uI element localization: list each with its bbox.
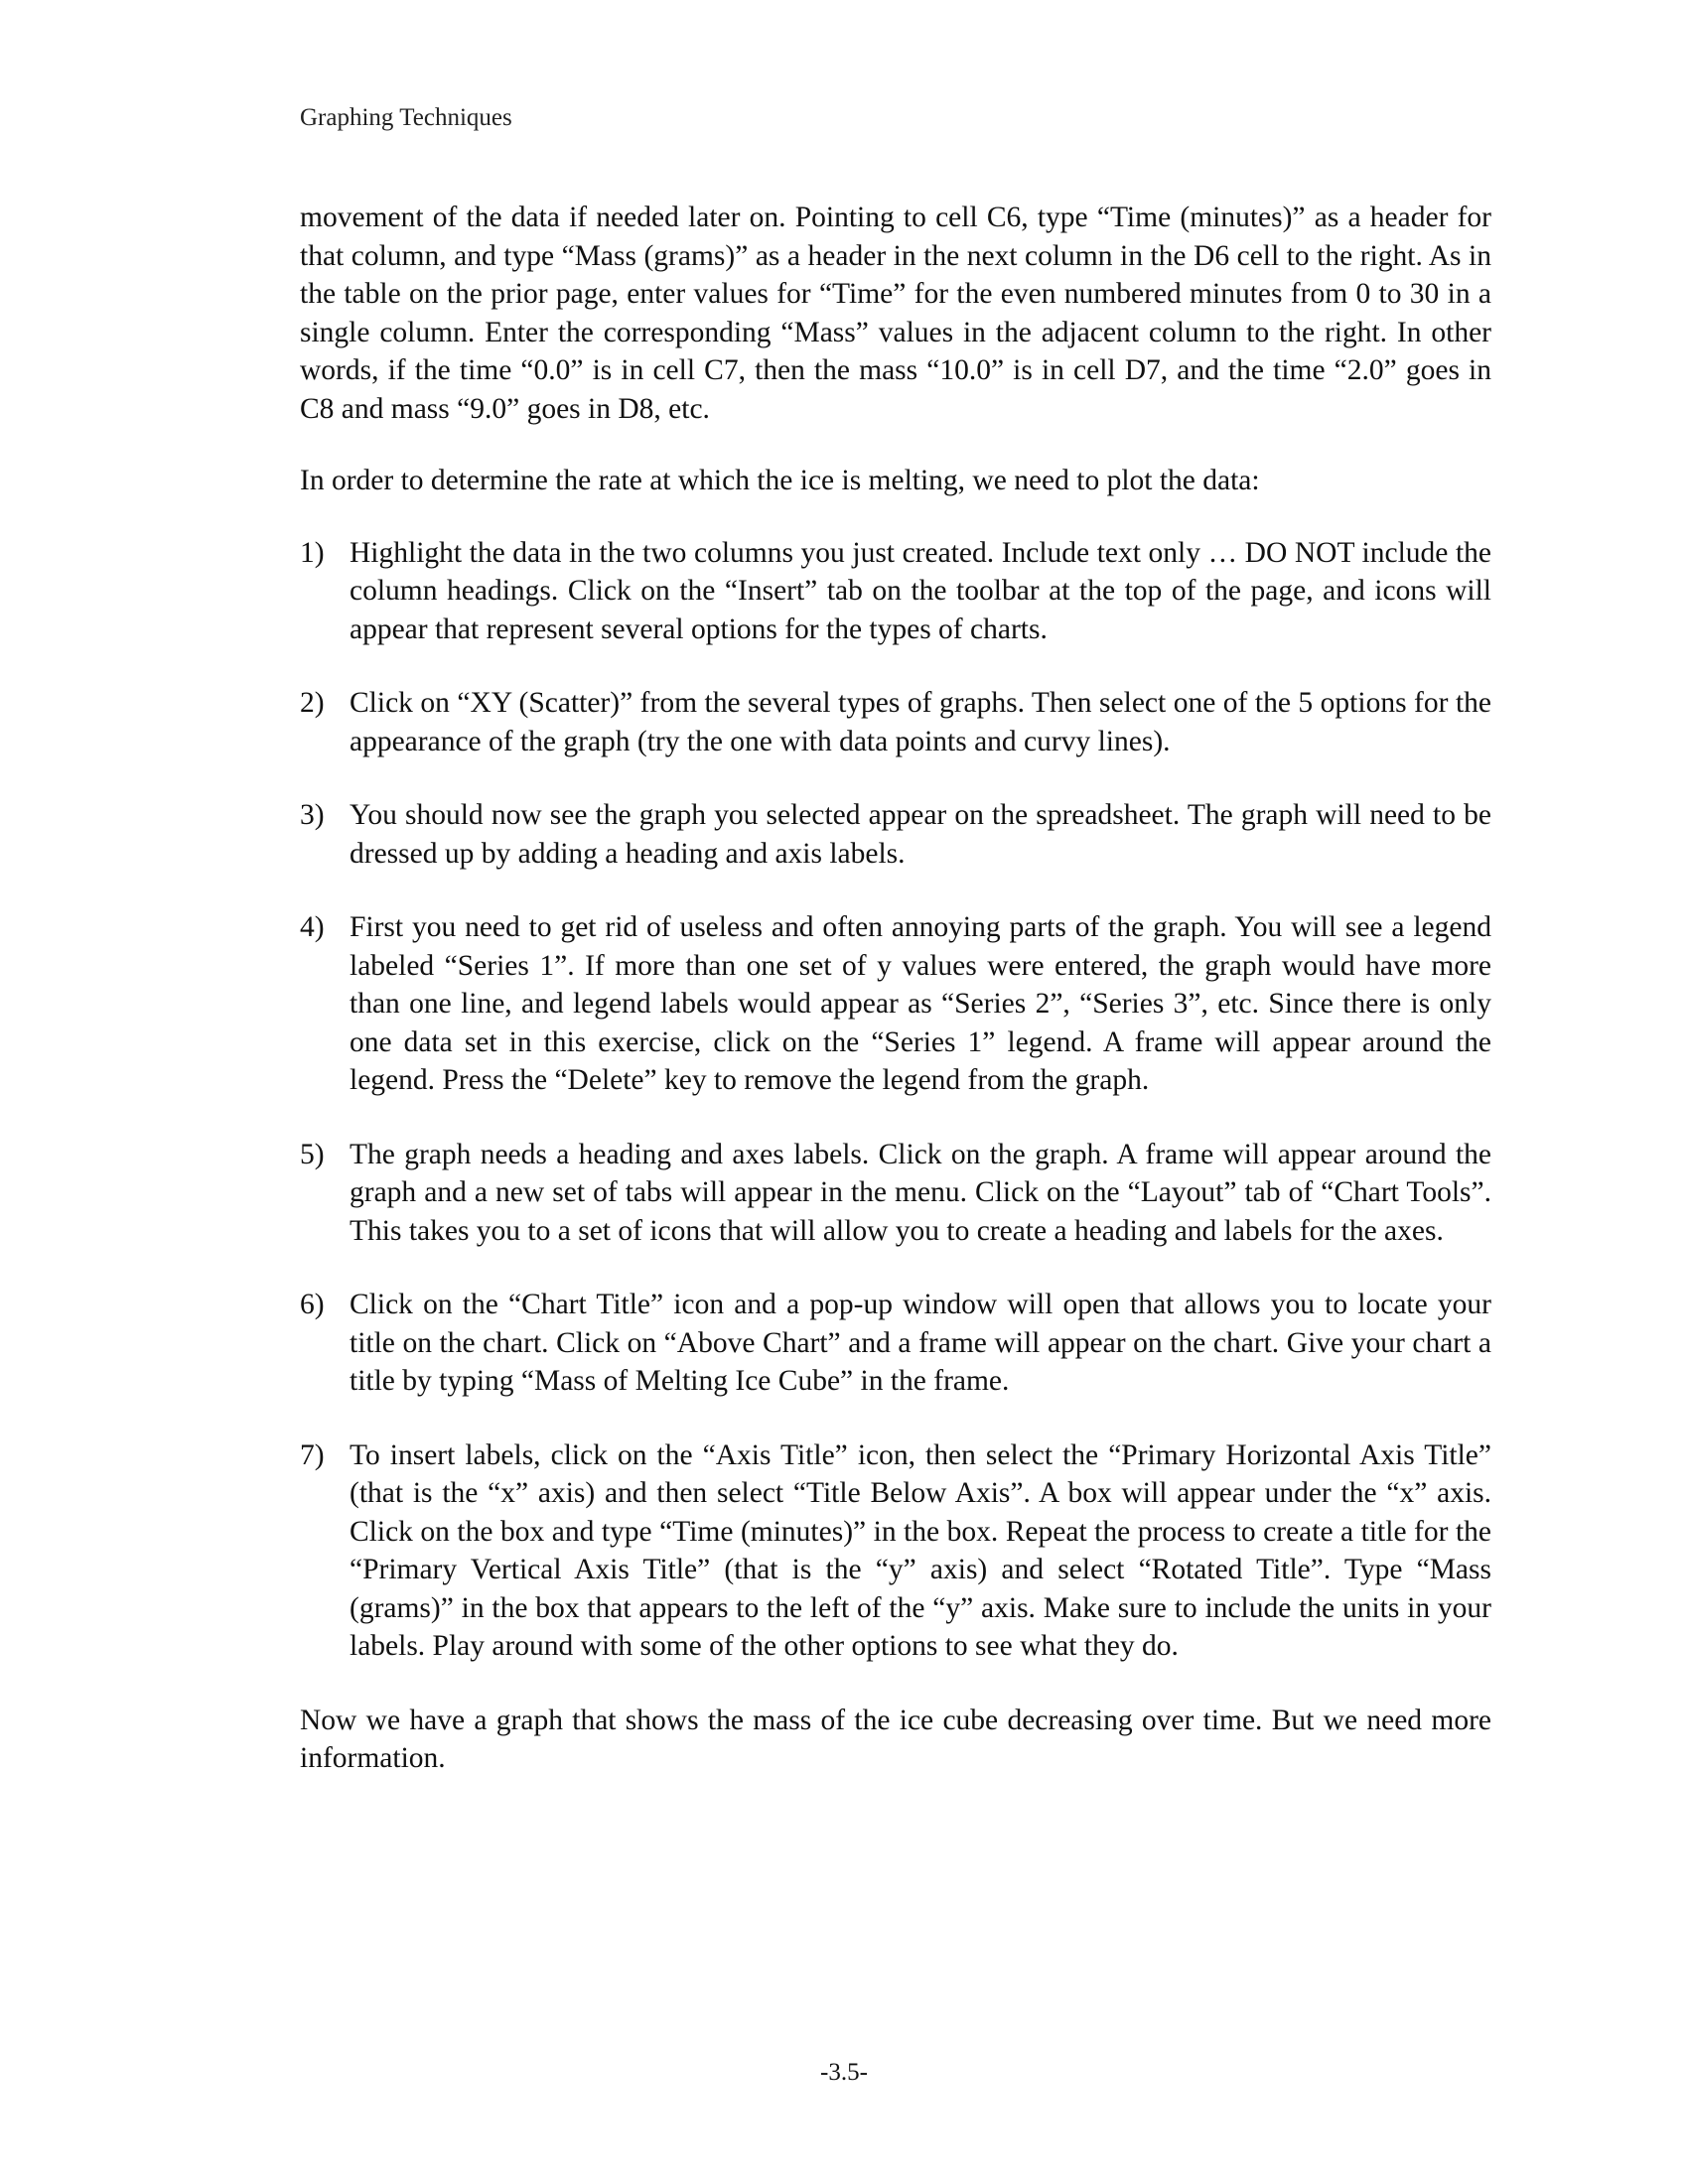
step-text: First you need to get rid of useless and often annoying parts of the graph. You will see a legend labeled “Series 1”. If more than one set of y values were entered, the graph would have more than one line, and legend labels would appear as “Series 2”, “Series 3”, etc. Since there is only one data set in this exercise, click on the “Series 1” legend. A frame will appear around the legend. Press the “Delete” key to remove the legend from the graph.: [350, 911, 1491, 1096]
step-text: You should now see the graph you selected appear on the spreadsheet. The graph will need to be dressed up by adding a heading and axis labels.: [350, 799, 1491, 870]
lead-in-paragraph: In order to determine the rate at which the ice is melting, we need to plot the data:: [300, 465, 1260, 496]
list-item: [300, 908, 1491, 1100]
intro-paragraph: movement of the data if needed later on. Pointing to cell C6, type “Time (minutes)” as a header for that column, and type “Mass (grams)” as a header in the next column in the D6 cell to the right. As in the table on the prior page, enter values for “Time” for the even numbered minutes from 0 to 30 in a single column. Enter the corresponding “Mass” values in the adjacent column to the right. In other words, if the time “0.0” is in cell C7, then the mass “10.0” is in cell D7, and the time “2.0” goes in C8 and mass “9.0” goes in D8, etc.: [300, 202, 1491, 425]
list-item: [300, 796, 1491, 873]
step-number: 5): [300, 1138, 325, 1170]
list-item: [300, 1136, 1491, 1251]
list-item: [300, 1436, 1491, 1666]
instruction-list: [300, 534, 1491, 1666]
step-number: 3): [300, 799, 325, 831]
step-text: Click on “XY (Scatter)” from the several types of graphs. Then select one of the 5 options for the appearance of the graph (try the one with data points and curvy lines).: [350, 687, 1491, 757]
step-number: 1): [300, 536, 325, 569]
step-text: Click on the “Chart Title” icon and a pop-up window will open that allows you to locate your title on the chart. Click on “Above Chart” and a frame will appear on the chart. Give your chart a title by typing “Mass of Melting Ice Cube” in the frame.: [350, 1289, 1491, 1397]
running-header: Graphing Techniques: [300, 104, 512, 131]
step-text: To insert labels, click on the “Axis Title” icon, then select the “Primary Horizontal Axis Title” (that is the “x” axis) and then select “Title Below Axis”. A box will appear under the “x” axis. Click on the box and type “Time (minutes)” in the box. Repeat the process to create a title for the “Primary Vertical Axis Title” (that is the “y” axis) and select “Rotated Title”. Type “Mass (grams)” in the box that appears to the left of the “y” axis. Make sure to include the units in your labels. Play around with some of the other options to see what they do.: [350, 1438, 1491, 1662]
step-number: 4): [300, 911, 325, 943]
step-number: 6): [300, 1289, 325, 1320]
list-item: [300, 534, 1491, 649]
closing-paragraph: Now we have a graph that shows the mass of the ice cube decreasing over time. But we need more information.: [300, 1704, 1491, 1774]
page-number: -3.5-: [820, 2059, 868, 2086]
list-item: [300, 684, 1491, 760]
step-number: 2): [300, 687, 325, 719]
body-content: [300, 199, 1491, 1778]
list-item: [300, 1286, 1491, 1401]
step-text: Highlight the data in the two columns you just created. Include text only … DO NOT include the column headings. Click on the “Insert” tab on the toolbar at the top of the page, and icons will appear that represent several options for the types of charts.: [350, 536, 1491, 645]
step-text: The graph needs a heading and axes labels. Click on the graph. A frame will appear around the graph and a new set of tabs will appear in the menu. Click on the “Layout” tab of “Chart Tools”. This takes you to a set of icons that will allow you to create a heading and labels for the axes.: [350, 1138, 1491, 1247]
step-number: 7): [300, 1438, 325, 1471]
